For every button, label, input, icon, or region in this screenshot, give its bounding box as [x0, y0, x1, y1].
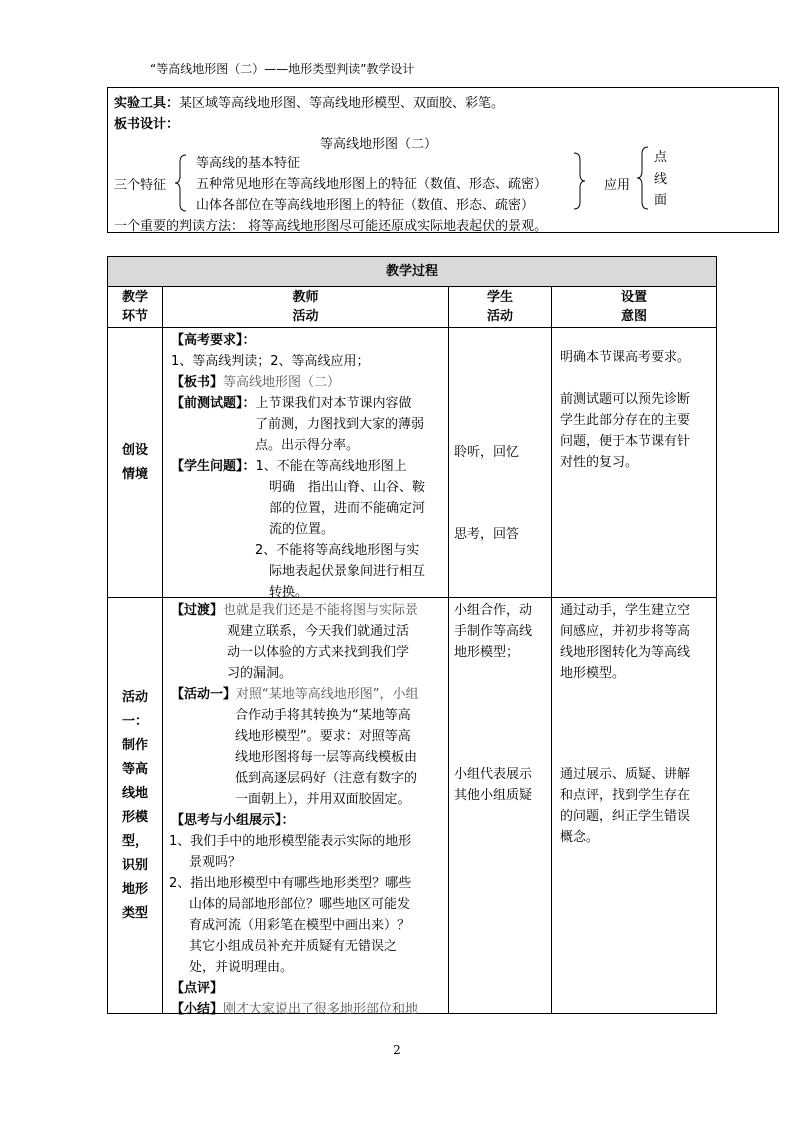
column-header-stage: 教学 环节	[108, 287, 163, 328]
stage-create-situation: 创设 情境	[108, 328, 163, 598]
teacher-line-label: 【前测试题】：	[171, 396, 256, 411]
teacher-line-text: 也就是我们还是不能将图与实际景	[223, 603, 419, 618]
teacher-line	[235, 747, 417, 768]
teacher-line-text: 转换。	[269, 585, 309, 600]
teacher-line	[255, 414, 424, 435]
column-header-intent: 设置 意图	[552, 287, 717, 328]
tools-text: 某区域等高线地形图、等高线地形模型、双面胶、彩笔。	[179, 96, 505, 111]
method-line: 一个重要的判读方法： 将等高线地形图尽可能还原成实际地表起伏的景观。	[114, 219, 548, 234]
board-label: 板书设计：	[114, 117, 180, 132]
teacher-line	[171, 999, 418, 1020]
design-box	[107, 87, 779, 233]
teacher-line	[189, 915, 410, 936]
student-activity-text: 小组代表展示	[454, 767, 533, 782]
teacher-line-text: 际地表起伏景象间进行相互	[269, 564, 426, 579]
student-activity-cell	[449, 328, 552, 598]
intent-text: 学生此部分存在的主要	[560, 413, 691, 428]
student-activity-cell	[449, 598, 552, 1014]
teacher-line-text: 了前测，力图找到大家的薄弱	[255, 417, 425, 432]
teacher-line	[227, 642, 409, 663]
intent-text: 通过动手，学生建立空	[560, 603, 691, 618]
teacher-line	[171, 456, 407, 477]
teacher-line	[269, 498, 425, 519]
teacher-line-text: 1、等高线判读；2、等高线应用；	[171, 354, 370, 369]
intent-text: 明确本节课高考要求。	[560, 350, 691, 365]
teacher-line-label: 【高考要求】：	[171, 333, 256, 348]
teacher-activity-cell	[163, 598, 449, 1017]
apply-item-area: 面	[654, 193, 668, 208]
teacher-line	[171, 978, 223, 999]
column-header-teacher: 教师 活动	[163, 287, 449, 328]
teacher-line	[255, 540, 419, 561]
features-label: 三个特征	[114, 178, 167, 193]
teacher-line-label: 【活动一】	[171, 687, 237, 702]
teacher-line-text: 等高线地形图（二）	[223, 375, 341, 390]
teacher-line	[169, 831, 411, 852]
teacher-line	[227, 663, 292, 684]
intent-text: 的问题，纠正学生错误	[560, 809, 691, 824]
teacher-line	[235, 768, 417, 789]
teacher-line	[255, 435, 359, 456]
teacher-line-text: 动一以体验的方式来找到我们学	[227, 645, 410, 660]
teacher-line-label: 【点评】	[171, 981, 224, 996]
feature-2: 五种常见地形在等高线地形图上的特征（数值、形态、疏密）	[196, 177, 548, 192]
teacher-line-label: 【过渡】	[171, 603, 224, 618]
student-activity-text: 小组合作，动	[454, 603, 533, 618]
teacher-line-text: 育成河流（用彩笔在模型中画出来）？	[189, 918, 411, 933]
teacher-line-text: 明确 指出山脊、山谷、鞍	[269, 480, 426, 495]
student-activity-text: 聆听，回忆	[454, 445, 520, 460]
teacher-line	[269, 561, 425, 582]
teacher-line	[189, 894, 410, 915]
feature-1: 等高线的基本特征	[196, 156, 301, 171]
teacher-line	[189, 852, 241, 873]
document-header: “等高线地形图（二）——地形类型判读”教学设计	[150, 62, 415, 76]
intent-text: 前测试题可以预先诊断	[560, 392, 691, 407]
teacher-line	[171, 810, 295, 831]
intent-cell	[552, 328, 717, 598]
teacher-line-text: 2、指出地形模型中有哪些地形类型？哪些	[169, 876, 412, 891]
teacher-line	[171, 600, 418, 621]
teacher-line-text: 2、不能将等高线地形图与实	[255, 543, 420, 558]
teacher-line	[171, 351, 370, 372]
intent-cell	[552, 598, 717, 1014]
apply-item-point: 点	[654, 150, 668, 165]
teacher-line-text: 山体的局部地形部位？哪些地区可能发	[189, 897, 411, 912]
teacher-line	[235, 726, 411, 747]
teacher-line	[227, 621, 409, 642]
left-brace-icon	[174, 154, 188, 212]
stage-activity-one: 活动 一： 制作 等高 线地 形模 型， 识别 地形 类型	[108, 598, 163, 1014]
intent-text: 概念。	[560, 830, 600, 845]
teacher-line-text: 上节课我们对本节课内容做	[255, 396, 412, 411]
intent-text: 地形模型。	[560, 666, 626, 681]
student-activity-text: 手制作等高线	[454, 624, 533, 639]
teacher-line-text: 点。出示得分率。	[255, 438, 360, 453]
column-header-student: 学生 活动	[449, 287, 552, 328]
student-activity-text: 其他小组质疑	[454, 788, 533, 803]
teacher-activity-cell	[163, 328, 449, 598]
teacher-line-text: 刚才大家说出了很多地形部位和地	[223, 1002, 419, 1017]
teacher-line-text: 处，并说明理由。	[189, 960, 294, 975]
teacher-line-label: 【板书】	[171, 375, 224, 390]
teacher-line-text: 合作动手将其转换为“某地等高	[235, 708, 411, 723]
right-brace-icon	[572, 152, 586, 210]
student-activity-text: 地形模型；	[454, 645, 520, 660]
teacher-line-label: 【小结】	[171, 1002, 224, 1017]
teacher-line-label: 【学生问题】：	[171, 459, 256, 474]
teacher-line	[171, 393, 412, 414]
teacher-line	[171, 372, 340, 393]
intent-text: 线地形图转化为等高线	[560, 645, 691, 660]
teacher-line	[169, 873, 411, 894]
intent-text: 和点评，找到学生存在	[560, 788, 691, 803]
intent-text: 问题，便于本节课有针	[560, 434, 691, 449]
teacher-line	[171, 330, 256, 351]
teacher-line-label: 【思考与小组展示】：	[171, 813, 295, 828]
teacher-line	[189, 957, 293, 978]
teacher-line-text: 线地形模型”。要求：对照等高	[235, 729, 411, 744]
teacher-line	[235, 705, 411, 726]
table-title: 教学过程	[108, 257, 717, 287]
teacher-line-text: 观建立联系，今天我们就通过活	[227, 624, 410, 639]
teaching-process-table	[107, 256, 717, 1017]
teacher-line-text: 对照“某地等高线地形图”，小组	[236, 687, 419, 702]
teacher-line	[269, 519, 334, 540]
teacher-line-text: 其它小组成员补充并质疑有无错误之	[189, 939, 398, 954]
teacher-line-text: 流的位置。	[269, 522, 335, 537]
teacher-line	[171, 684, 419, 705]
teacher-line-text: 1、不能在等高线地形图上	[255, 459, 407, 474]
teacher-line-text: 一面朝上），并用双面胶固定。	[235, 792, 411, 807]
tools-line	[114, 92, 504, 111]
teacher-line	[189, 936, 397, 957]
teacher-line	[269, 477, 425, 498]
teacher-line-text: 部的位置，进而不能确定河	[269, 501, 426, 516]
intent-text: 对性的复习。	[560, 455, 639, 470]
apply-label: 应用	[604, 178, 631, 193]
apply-brace-icon	[636, 146, 650, 210]
teacher-line-text: 低到高逐层码好（注意有数字的	[235, 771, 418, 786]
teacher-line-text: 1、我们手中的地形模型能表示实际的地形	[169, 834, 412, 849]
apply-item-line: 线	[654, 172, 668, 187]
teacher-line-text: 线地形图将每一层等高线模板由	[235, 750, 418, 765]
student-activity-text: 思考，回答	[454, 527, 520, 542]
teacher-line	[235, 789, 411, 810]
teacher-line-text: 景观吗？	[189, 855, 242, 870]
tools-label: 实验工具：	[114, 96, 180, 111]
board-title: 等高线地形图（二）	[320, 137, 438, 152]
intent-text: 通过展示、质疑、讲解	[560, 767, 691, 782]
page-number: 2	[393, 1043, 401, 1057]
teacher-line-text: 习的漏洞。	[227, 666, 293, 681]
intent-text: 间感应，并初步将等高	[560, 624, 691, 639]
feature-3: 山体各部位在等高线地形图上的特征（数值、形态、疏密）	[196, 198, 535, 213]
